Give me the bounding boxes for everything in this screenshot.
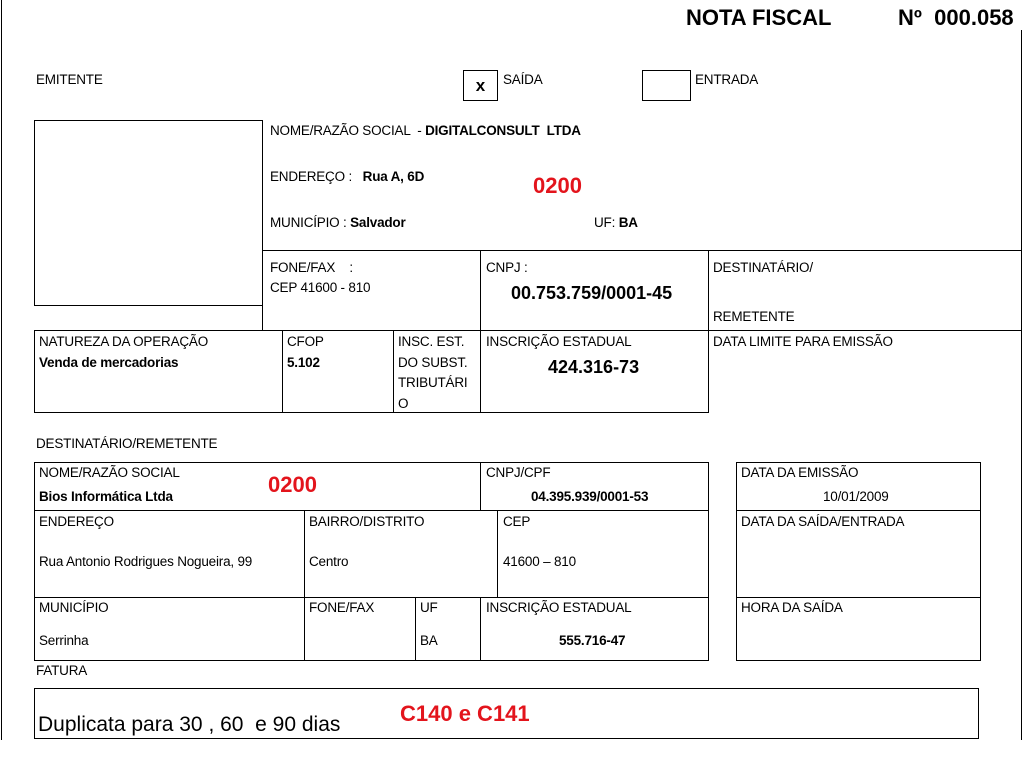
divider-line	[497, 510, 498, 597]
divider-line	[262, 305, 263, 330]
entrada-label: ENTRADA	[695, 72, 759, 87]
saida-label: SAÍDA	[503, 72, 543, 87]
dest-fone-label: FONE/FAX	[309, 600, 375, 615]
emitente-cep: CEP 41600 - 810	[270, 280, 371, 295]
emitente-nome-label: NOME/RAZÃO SOCIAL -	[270, 123, 426, 138]
divider-line	[282, 330, 283, 412]
dest-cnpj-value: 04.395.939/0001-53	[531, 489, 649, 504]
dest-nome-value: Bios Informática Ltda	[39, 489, 173, 504]
insc-subst-label: INSC. EST.	[398, 334, 465, 349]
divider-line	[736, 510, 981, 511]
emitente-section-label: EMITENTE	[36, 72, 103, 87]
emitente-cnpj-label: CNPJ :	[486, 260, 528, 275]
document-title: NOTA FISCAL	[686, 5, 832, 30]
frame-left-line	[1, 0, 2, 740]
dest-cep-value: 41600 – 810	[503, 554, 576, 569]
dest-endereco-value: Rua Antonio Rodrigues Nogueira, 99	[39, 554, 253, 569]
insc-subst-label: TRIBUTÁRI	[398, 375, 468, 390]
fatura-register-code: C140 e C141	[400, 701, 530, 726]
hora-saida-label: HORA DA SAÍDA	[741, 600, 843, 615]
fatura-text: Duplicata para 30 , 60 e 90 dias	[38, 713, 341, 736]
destinatario-section-label: DESTINATÁRIO/REMETENTE	[36, 436, 218, 451]
frame-right-line	[1021, 30, 1022, 740]
insc-subst-label: DO SUBST.	[398, 355, 468, 370]
emitente-endereco-row	[270, 169, 424, 185]
emitente-register-code: 0200	[533, 173, 582, 198]
dest-uf-value: BA	[420, 633, 438, 648]
natureza-label: NATUREZA DA OPERAÇÃO	[39, 334, 209, 349]
emitente-cnpj-value: 00.753.759/0001-45	[511, 283, 673, 303]
divider-line	[708, 250, 709, 412]
emitente-uf-value: BA	[618, 215, 638, 230]
emitente-fone-label: FONE/FAX :	[270, 260, 353, 275]
emitente-nome-value: DIGITALCONSULT LTDA	[425, 123, 581, 138]
emitente-municipio-label: MUNICÍPIO :	[270, 215, 351, 230]
dest-cep-label: CEP	[503, 514, 531, 529]
emitente-ie-label: INSCRIÇÃO ESTADUAL	[486, 334, 632, 349]
fatura-section-label: FATURA	[36, 663, 88, 678]
divider-line	[480, 250, 481, 412]
destinatario-label-line-1: DESTINATÁRIO/	[713, 260, 813, 275]
insc-subst-label: O	[398, 396, 409, 411]
emitente-endereco-label: ENDEREÇO :	[270, 169, 363, 184]
divider-line	[304, 510, 305, 660]
divider-line	[415, 597, 416, 660]
dest-uf-label: UF	[420, 600, 438, 615]
logo-box	[34, 120, 263, 306]
dest-nome-label: NOME/RAZÃO SOCIAL	[39, 465, 180, 480]
entrada-checkbox[interactable]	[642, 70, 691, 101]
data-emissao-label: DATA DA EMISSÃO	[741, 465, 859, 480]
divider-line	[262, 250, 1022, 251]
divider-line	[480, 462, 481, 510]
emitente-ie-value: 424.316-73	[548, 357, 640, 377]
cfop-value: 5.102	[287, 355, 320, 370]
divider-line	[34, 597, 709, 598]
data-limite-label: DATA LIMITE PARA EMISSÃO	[713, 334, 893, 349]
dest-municipio-label: MUNICÍPIO	[39, 600, 109, 615]
dest-bairro-value: Centro	[309, 554, 349, 569]
dest-municipio-value: Serrinha	[39, 633, 89, 648]
saida-checkbox[interactable]	[463, 70, 498, 101]
emitente-nome-row	[270, 123, 581, 139]
checkbox-mark: x	[475, 76, 486, 95]
emitente-uf-row	[594, 215, 638, 231]
dest-bairro-label: BAIRRO/DISTRITO	[309, 514, 425, 529]
divider-line	[34, 412, 709, 413]
emitente-endereco-value: Rua A, 6D	[362, 169, 425, 184]
divider-line	[393, 330, 394, 412]
data-emissao-value: 10/01/2009	[823, 489, 889, 504]
dest-cnpj-label: CNPJ/CPF	[486, 465, 551, 480]
destinatario-register-code: 0200	[268, 472, 317, 497]
dest-ie-label: INSCRIÇÃO ESTADUAL	[486, 600, 632, 615]
natureza-value: Venda de mercadorias	[39, 355, 179, 370]
divider-line	[34, 330, 1022, 331]
divider-line	[34, 330, 35, 412]
divider-line	[736, 597, 981, 598]
document-number: Nº 000.058	[898, 5, 1014, 30]
divider-line	[34, 510, 709, 511]
dest-ie-value: 555.716-47	[559, 633, 626, 648]
emitente-municipio-row	[270, 215, 406, 231]
data-saida-label: DATA DA SAÍDA/ENTRADA	[741, 514, 905, 529]
divider-line	[480, 597, 481, 660]
dest-endereco-label: ENDEREÇO	[39, 514, 114, 529]
emitente-uf-label: UF:	[594, 215, 619, 230]
cfop-label: CFOP	[287, 334, 324, 349]
emitente-municipio-value: Salvador	[350, 215, 406, 230]
destinatario-label-line-2: REMETENTE	[713, 309, 795, 324]
